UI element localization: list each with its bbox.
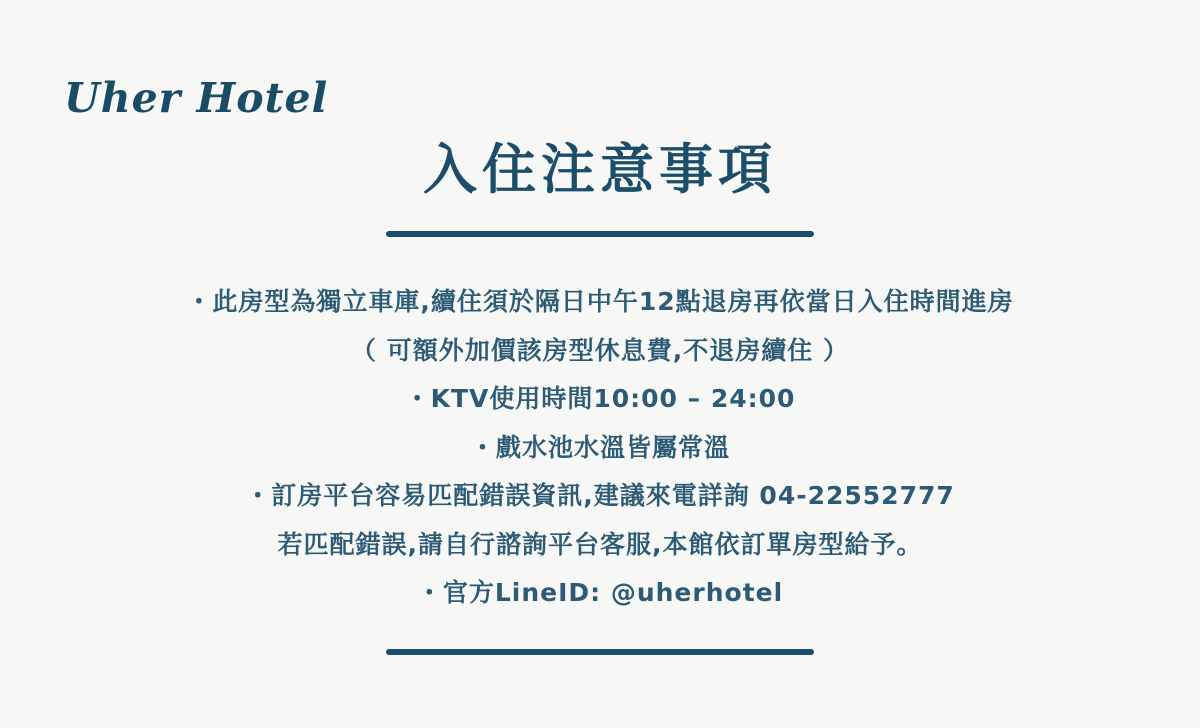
notice-line-garage-policy: ・此房型為獨立車庫,續住須於隔日中午12點退房再依當日入住時間進房 [186, 287, 1014, 316]
notice-line-pool-temperature: ・戲水池水溫皆屬常溫 [469, 432, 730, 462]
top-divider [386, 231, 814, 237]
notice-line-ktv-hours: ・KTV使用時間10:00 – 24:00 [404, 384, 796, 413]
notice-line-booking-platform-phone: ・訂房平台容易匹配錯誤資訊,建議來電詳詢 04-22552777 [245, 481, 955, 510]
notice-line-official-line-id: ・官方LineID: @uherhotel [416, 578, 784, 607]
page-title: 入住注意事項 [423, 138, 777, 201]
bottom-divider [386, 649, 814, 655]
notice-line-mismatch-policy: 若匹配錯誤,請自行諮詢平台客服,本館依訂單房型給予。 [277, 529, 923, 559]
hotel-logo: Uher Hotel [64, 74, 329, 122]
notice-line-extra-fee: （ 可額外加價該房型休息費,不退房續住 ） [351, 335, 849, 365]
notice-lines [0, 278, 1200, 618]
